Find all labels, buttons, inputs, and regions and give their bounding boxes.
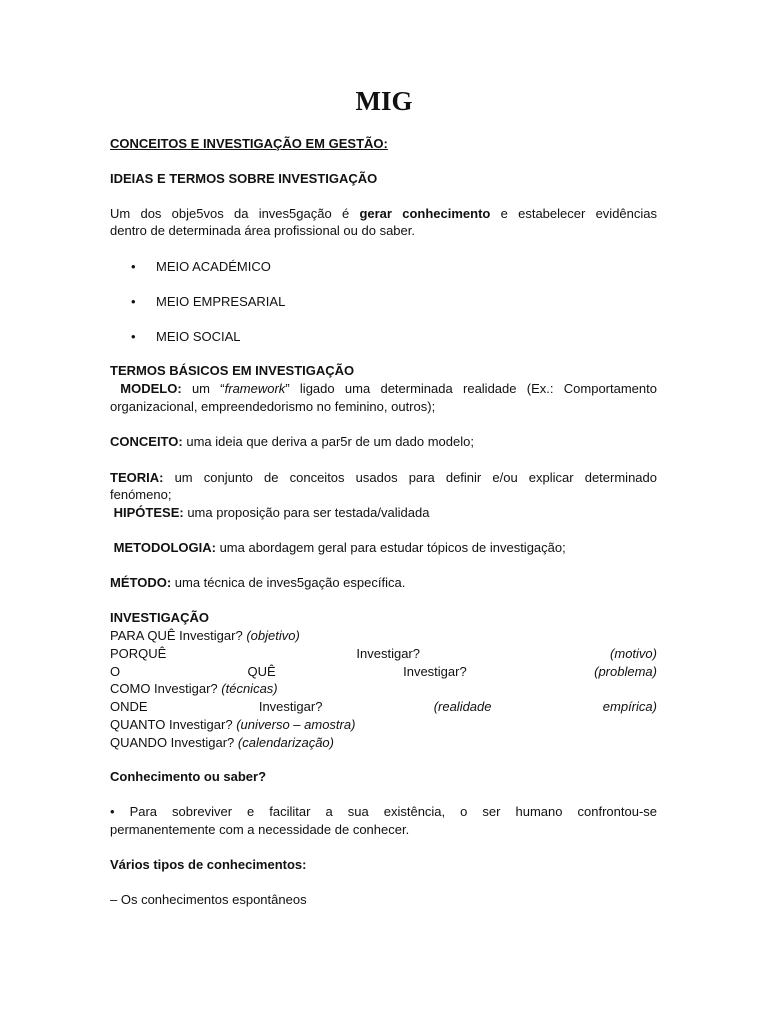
intro-line-2: dentro de determinada área profissional ou do saber. (110, 223, 415, 238)
quando-text: QUANDO Investigar? (110, 735, 235, 750)
como-note: (técnicas) (221, 681, 278, 696)
o-que-que: QUÊ (247, 664, 276, 679)
espontaneos-line: – Os conhecimentos espontâneos (110, 892, 307, 907)
quanto-text: QUANTO Investigar? (110, 717, 233, 732)
document-title: MIG (355, 86, 413, 116)
como-text: COMO Investigar? (110, 681, 218, 696)
teoria-label: TEORIA: (110, 470, 164, 485)
teoria-line-1 (110, 469, 657, 486)
conhecimento-heading: Conhecimento ou saber? (110, 769, 267, 784)
metodologia-line (110, 539, 657, 556)
onde-investigar: Investigar? (258, 699, 323, 714)
modelo-line-2: organizacional, empreendedorismo no feminino, outros); (110, 399, 436, 414)
onde-note-1: (realidade (433, 699, 492, 714)
investigacao-heading: INVESTIGAÇÃO (110, 610, 209, 625)
terms-heading: TERMOS BÁSICOS EM INVESTIGAÇÃO (110, 363, 355, 378)
o-que-investigar: Investigar? (403, 664, 467, 679)
onde-word: ONDE (110, 699, 148, 714)
metodo-label: MÉTODO: (110, 575, 172, 590)
para-que-line (110, 627, 657, 644)
bullet-text: MEIO ACADÉMICO (156, 259, 271, 274)
teoria-line-2: fenómeno; (110, 487, 172, 502)
intro-tail: e estabelecer evidências (500, 206, 657, 221)
onde-note-2: empírica) (602, 699, 657, 714)
modelo-italic: framework (224, 381, 286, 396)
section-heading: CONCEITOS E INVESTIGAÇÃO EM GESTÃO: (110, 136, 388, 151)
porque-note: (motivo) (610, 646, 657, 661)
quando-line (110, 734, 657, 751)
subheading: IDEIAS E TERMOS SOBRE INVESTIGAÇÃO (110, 171, 378, 186)
o-que-o: O (110, 664, 121, 679)
hipotese-label: HIPÓTESE: (113, 505, 184, 520)
modelo-post: ” ligado uma determinada realidade (Ex.: Comportamento (285, 381, 657, 396)
intro-line-1 (110, 205, 657, 222)
bullet-marker: • (131, 329, 136, 344)
hipotese-text: uma proposição para ser testada/validada (187, 505, 430, 520)
modelo-line-1 (110, 380, 657, 397)
conceito-label: CONCEITO: (110, 434, 183, 449)
modelo-label: MODELO: (120, 381, 182, 396)
porque-investigar: Investigar? (356, 646, 420, 661)
conceito-text: uma ideia que deriva a par5r de um dado modelo; (186, 434, 474, 449)
paragraph-line-1: • Para sobreviver e facilitar a sua existência, o ser humano confrontou-se (110, 804, 657, 819)
quanto-line (110, 716, 657, 733)
metodo-text: uma técnica de inves5gação específica. (174, 575, 406, 590)
quanto-note: (universo – amostra) (236, 717, 356, 732)
bullet-marker: • (131, 259, 136, 274)
paragraph-line-2: permanentemente com a necessidade de conhecer. (110, 822, 410, 837)
bullet-text: MEIO EMPRESARIAL (156, 294, 286, 309)
hipotese-line (110, 504, 657, 521)
modelo-pre: um “ (191, 381, 225, 396)
metodologia-text: uma abordagem geral para estudar tópicos de investigação; (219, 540, 566, 555)
o-que-note: (problema) (594, 664, 657, 679)
quando-note: (calendarização) (237, 735, 334, 750)
para-que-note: (objetivo) (246, 628, 300, 643)
como-line (110, 680, 657, 697)
bullet-text: MEIO SOCIAL (156, 329, 241, 344)
onde-line (110, 698, 657, 715)
tipos-heading: Vários tipos de conhecimentos: (110, 857, 307, 872)
bullet-marker: • (131, 294, 136, 309)
para-que-text: PARA QUÊ Investigar? (110, 628, 243, 643)
porque-line (110, 645, 657, 662)
metodologia-label: METODOLOGIA: (113, 540, 216, 555)
teoria-text: um conjunto de conceitos usados para definir e/ou explicar determinado (174, 470, 657, 485)
conceito-line (110, 433, 657, 450)
metodo-line (110, 574, 657, 591)
intro-lead: Um dos obje5vos da inves5gação é (110, 206, 350, 221)
intro-bold: gerar conhecimento (359, 206, 491, 221)
o-que-line (110, 663, 657, 680)
porque-word: PORQUÊ (110, 646, 167, 661)
